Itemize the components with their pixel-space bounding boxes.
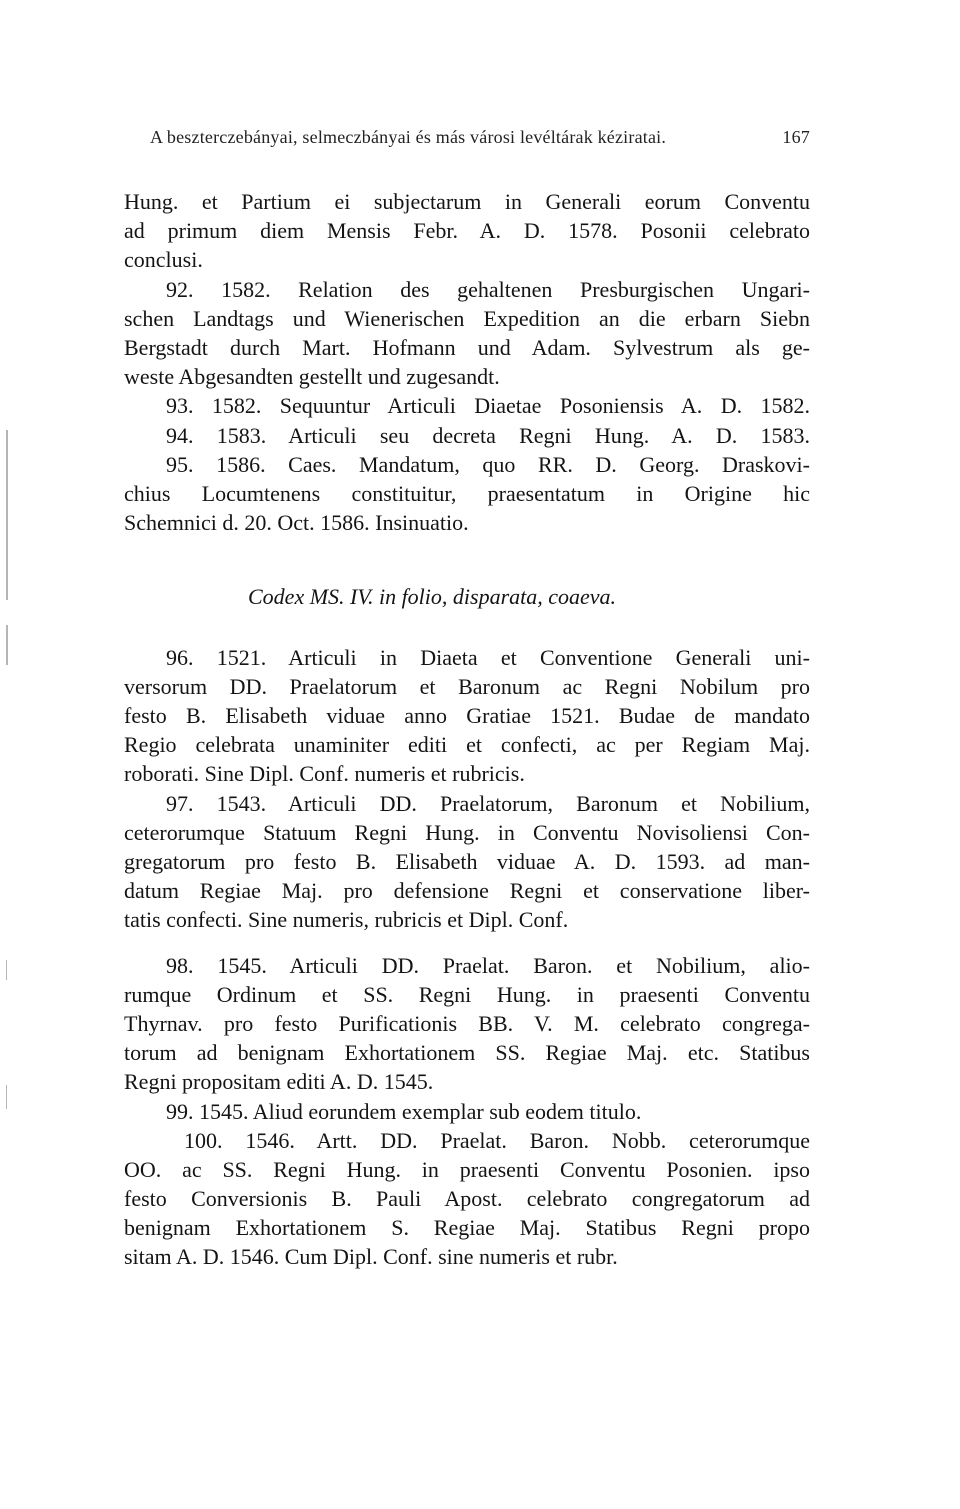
entry-line: 93. 1582. Sequuntur Articuli Diaetae Posoniensis A. D. 1582. [166, 393, 810, 418]
running-header [150, 127, 810, 148]
scan-margin-mark [6, 430, 8, 600]
entry-line: 100. 1546. Artt. DD. Praelat. Baron. Nobb. ceterorumque [184, 1128, 810, 1153]
text-line: tatis confecti. Sine numeris, rubricis et Dipl. Conf. [124, 907, 569, 932]
text-line: benignam Exhortationem S. Regiae Maj. Statibus Regni propo [124, 1215, 810, 1240]
text-line: ad primum diem Mensis Febr. A. D. 1578. Posonii celebrato [124, 218, 810, 243]
section-heading: Codex MS. IV. in folio, disparata, coaeva. [248, 584, 617, 609]
entry-line: 94. 1583. Articuli seu decreta Regni Hung. A. D. 1583. [166, 423, 810, 448]
entry-line: 99. 1545. Aliud eorundem exemplar sub eodem titulo. [166, 1099, 642, 1124]
text-line: festo Conversionis B. Pauli Apost. celebrato congregatorum ad [124, 1186, 810, 1211]
text-line: rumque Ordinum et SS. Regni Hung. in praesenti Conventu [124, 982, 810, 1007]
header-title: A beszterczebányai, selmeczbányai és más városi levéltárak kéziratai. [150, 127, 667, 147]
text-line: datum Regiae Maj. pro defensione Regni et conservatione liber- [124, 878, 810, 903]
text-line: roborati. Sine Dipl. Conf. numeris et rubricis. [124, 761, 525, 786]
text-line: chius Locumtenens constituitur, praesentatum in Origine hic [124, 481, 810, 506]
text-line: sitam A. D. 1546. Cum Dipl. Conf. sine numeris et rubr. [124, 1244, 618, 1269]
entry-line: 92. 1582. Relation des gehaltenen Presburgischen Ungari- [166, 277, 810, 302]
text-line: torum ad benignam Exhortationem SS. Regiae Maj. etc. Statibus [124, 1040, 810, 1065]
scan-margin-mark [6, 625, 8, 665]
text-line: conclusi. [124, 247, 203, 272]
scan-margin-mark [6, 1085, 7, 1109]
scan-margin-mark [6, 960, 7, 980]
text-line: Thyrnav. pro festo Purificationis BB. V. M. celebrato congrega- [124, 1011, 810, 1036]
text-line: Schemnici d. 20. Oct. 1586. Insinuatio. [124, 510, 469, 535]
text-line: Regni propositam editi A. D. 1545. [124, 1069, 434, 1094]
text-line: Regio celebrata unaminiter editi et confecti, ac per Regiam Maj. [124, 732, 810, 757]
text-line: Bergstadt durch Mart. Hofmann und Adam. Sylvestrum als ge- [124, 335, 810, 360]
text-line: ceterorumque Statuum Regni Hung. in Conventu Novisoliensi Con- [124, 820, 810, 845]
entry-line: 96. 1521. Articuli in Diaeta et Conventione Generali uni- [166, 645, 810, 670]
text-line: gregatorum pro festo B. Elisabeth viduae A. D. 1593. ad man- [124, 849, 810, 874]
text-line: versorum DD. Praelatorum et Baronum ac Regni Nobilum pro [124, 674, 810, 699]
text-line: weste Abgesandten gestellt und zugesandt. [124, 364, 500, 389]
text-line: schen Landtags und Wienerischen Expedition an die erbarn Siebn [124, 306, 810, 331]
text-line: Hung. et Partium ei subjectarum in Generali eorum Conventu [124, 189, 810, 214]
entry-line: 97. 1543. Articuli DD. Praelatorum, Baronum et Nobilium, [166, 791, 810, 816]
text-line: OO. ac SS. Regni Hung. in praesenti Conventu Posonien. ipso [124, 1157, 810, 1182]
text-line: festo B. Elisabeth viduae anno Gratiae 1521. Budae de mandato [124, 703, 810, 728]
entry-line: 98. 1545. Articuli DD. Praelat. Baron. et Nobilium, alio- [166, 953, 810, 978]
page-number: 167 [782, 127, 810, 147]
entry-line: 95. 1586. Caes. Mandatum, quo RR. D. Georg. Draskovi- [166, 452, 810, 477]
